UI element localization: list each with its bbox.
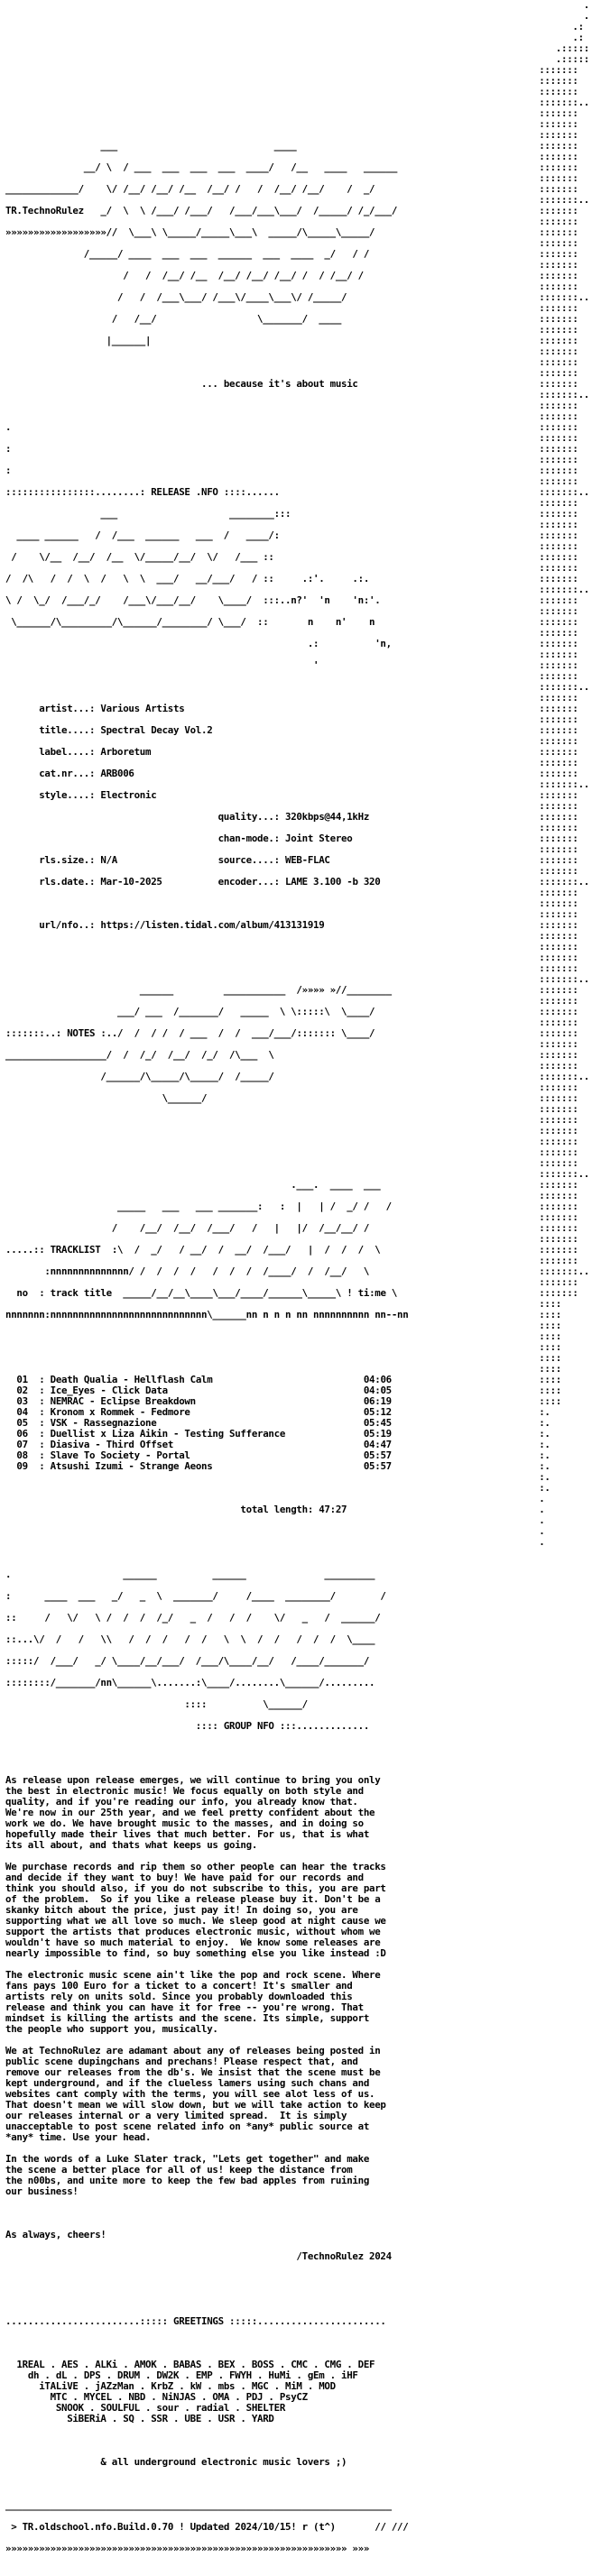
- blank: [5, 1851, 420, 1862]
- release-art: .: 'n,: [5, 638, 398, 649]
- col-no: no: [16, 1287, 28, 1299]
- blank: [5, 1136, 420, 1147]
- track-number: 07: [16, 1439, 28, 1450]
- tracklist-columns: no : track title _____/__/__\____\___/____/______\_____\ ! ti:me \: [16, 1287, 403, 1299]
- group-text-line: That doesn't mean we will slow down, but we will take action to keep: [5, 2099, 386, 2111]
- greetings-names: SiBERiA . SQ . SSR . UBE . USR . YARD: [67, 2413, 274, 2424]
- art-line: :: [5, 443, 398, 455]
- release-art: \ / \_/ /___/_/ /___\/___/__/ \____/ :::..n?' 'n 'n:'.: [5, 594, 398, 606]
- blank: [5, 2479, 420, 2489]
- group-text-line: mindset is killing the artists and the scene. Its simple, support: [5, 2012, 370, 2024]
- group-text-line: We purchase records and rip them so other people can hear the tracks: [5, 1861, 386, 1872]
- logo-art: ___ ____: [5, 140, 398, 152]
- art-line: [5, 54, 420, 65]
- track-row: 08 : Slave To Society - Portal 05:57: [16, 1449, 392, 1461]
- blank: [5, 1959, 420, 1970]
- release-date: Mar-10-2025: [100, 876, 162, 888]
- release-size-row: rls.size.: N/A source....: WEB-FLAC: [5, 854, 330, 866]
- track-title: Slave To Society - Portal: [50, 1449, 190, 1461]
- group-text-line: hopefully made their lives that much better. For us, that is what: [5, 1828, 370, 1840]
- group-text-line: We at TechnoRulez are adamant about any of releases being posted in: [5, 2045, 381, 2056]
- blank: [5, 898, 420, 909]
- track-list: [5, 1375, 420, 1472]
- release-chanmode-row: chan-mode.: Joint Stereo: [5, 833, 353, 844]
- track-number: 06: [16, 1428, 28, 1440]
- tracklist-art: / /__/ /__/ /___/ / | |/ /__/__/ /: [5, 1222, 386, 1234]
- release-encoder: LAME 3.100 -b 320: [285, 876, 381, 888]
- logo-art: |______|: [5, 335, 398, 346]
- total-length-row: [5, 1504, 420, 1515]
- logo-row-title: TR.TechnoRulez _/ \ \ /___/ /___/ /___/___\___/ /_____/ /_/___/: [5, 205, 398, 216]
- group-text-line: *any* time. Use your head.: [5, 2131, 152, 2143]
- group-art: ::::::::/_______/nn\______\.......:\____/........\______/.........: [5, 1677, 375, 1688]
- logo-art: __/ \ / ___ ___ ___ ___ ____/ /__ ____ ______: [5, 161, 398, 173]
- logo-art: _____________/ \/ /__/ /__/ /__ /__/ / / /__/ /__/ / _/: [5, 183, 386, 195]
- signature: /TechnoRulez 2024: [296, 2250, 392, 2262]
- tracklist-header: .....:: TRACKLIST :\ / _/ / __/ / __/ /___/ | / / / \: [5, 1244, 398, 1256]
- group-info-text: [5, 1775, 420, 2208]
- group-text-line: fans pays 100 Euro for a ticket to a concert! It's smaller and: [5, 1980, 353, 1992]
- track-title: Diasiva - Third Offset: [50, 1439, 174, 1450]
- release-header: ::::::::::::::::........: RELEASE .NFO ::::......: [5, 486, 291, 498]
- release-section-label: RELEASE .NFO: [151, 486, 218, 498]
- greetings-names: MTC . MYCEL . NBD . NiNJAS . OMA . PDJ . PsyCZ: [50, 2391, 308, 2403]
- release-art: \______/\_________/\______/________/ \___/ :: n n' n: [5, 616, 403, 628]
- greetings-names: dh . dL . DPS . DRUM . DW2K . EMP . FWYH . HuMi . gEm . iHF: [27, 2369, 358, 2381]
- blank: [5, 1526, 420, 1537]
- blank: [5, 2197, 420, 2208]
- signature-row: [5, 2251, 420, 2262]
- group-text-line: support the artists that produces electronic music, without whom we: [5, 1926, 381, 1937]
- group-text-line: supporting what we all love so much. We sleep good at night cause we: [5, 1915, 386, 1927]
- group-text-line: quality, and if you're reading our info, you already know that.: [5, 1796, 358, 1808]
- group-art: :::: \______/: [5, 1698, 364, 1710]
- release-label-row: label....: Arboretum: [5, 746, 152, 758]
- group-text-line: release and think you can have it for free -- you're wrong. That: [5, 2001, 364, 2013]
- release-label: Arboretum: [100, 746, 152, 758]
- footer-row: > TR.oldschool.nfo.Build.0.70 ! Updated 2024/10/15! r (t^) // ///: [5, 2521, 420, 2533]
- group-text-line: and decide if they want to buy! We have paid for our records and: [5, 1872, 364, 1883]
- logo-art: /_____/ ____ ___ ___ ______ ___ ____ _/ / /: [5, 248, 398, 260]
- greetings-closing: & all underground electronic music lovers ;): [100, 2456, 347, 2468]
- tracklist-art: nnnnnnn:nnnnnnnnnnnnnnnnnnnnnnnnnnnn\______nn n n n nn nnnnnnnnnn nn--nn: [5, 1309, 409, 1320]
- cheers: As always, cheers!: [5, 2229, 106, 2240]
- track-row: 04 : Kronom x Rommek - Fedmore 05:12: [16, 1406, 392, 1418]
- track-number: 05: [16, 1417, 28, 1429]
- group-text-line: the n00bs, and unite more to keep the few bad apples from ruining: [5, 2175, 370, 2186]
- group-tag: TR.TechnoRulez: [5, 205, 84, 216]
- group-text-line: public scene dupingchans and prechans! Please respect that, and: [5, 2056, 358, 2067]
- notes-art: /______/\_____/\_____/ /_____/: [5, 1071, 398, 1082]
- track-time: 05:12: [363, 1406, 392, 1418]
- track-number: 02: [16, 1385, 28, 1396]
- group-text-line: artists rely on units sold. Since you probably downloaded this: [5, 1991, 353, 2002]
- group-text-line: our releases internal or a very limited spread. It is simply: [5, 2110, 347, 2121]
- greetings-list: [5, 2360, 420, 2424]
- group-header: :::: GROUP NFO :::.............: [5, 1720, 370, 1732]
- blank: [5, 2143, 420, 2154]
- group-text-line: The electronic music scene ain't like the pop and rock scene. Where: [5, 1969, 381, 1981]
- release-url[interactable]: https://listen.tidal.com/album/413131919: [100, 919, 325, 931]
- track-number: 01: [16, 1374, 28, 1385]
- track-time: 05:45: [363, 1417, 392, 1429]
- group-text-line: We're now in our 25th year, and we feel pretty confident about the: [5, 1807, 375, 1818]
- blank: [5, 1331, 420, 1342]
- footer-updated: Updated 2024/10/15: [190, 2521, 291, 2533]
- group-text-line: websites cant comply with the terms, you will see alot less of us.: [5, 2088, 375, 2100]
- tracklist-section-label: TRACKLIST: [50, 1244, 101, 1256]
- group-text-line: kept underground, and if the clueless lamers using such chans and: [5, 2077, 370, 2089]
- group-text-line: As release upon release emerges, we will continue to bring you only: [5, 1774, 381, 1786]
- release-size: N/A: [100, 854, 118, 866]
- total-length: total length: 47:27: [240, 1504, 347, 1515]
- release-source: WEB-FLAC: [285, 854, 330, 866]
- release-title-row: title....: Spectral Decay Vol.2: [5, 724, 213, 736]
- track-row: 05 : VSK - Rassegnazione 05:45: [16, 1417, 392, 1429]
- tagline-row: [5, 379, 420, 390]
- footer-art: »»»»»»»»»»»»»»»»»»»»»»»»»»»»»»»»»»»»»»»»»»»»»»»»»»»»»»»»»»»»» »»»: [5, 2543, 375, 2554]
- group-art: ::...\/ / / \\ / / / / / \ \ / / / / / \____: [5, 1633, 386, 1645]
- group-text-line: the scene a better place for all of us! keep the distance from: [5, 2164, 353, 2176]
- group-text-line: the people who support you, musically.: [5, 2023, 218, 2035]
- nfo-document: [5, 0, 420, 2576]
- notes-art: \______/: [5, 1092, 398, 1104]
- track-time: 04:47: [363, 1439, 392, 1450]
- notes-art: ______ ___________ /»»»» »//________: [5, 984, 392, 996]
- cheers-row: [5, 2230, 420, 2240]
- tagline: ... because it's about music: [201, 378, 358, 390]
- group-text-line: work we do. We have brought music to the masses, and in doing so: [5, 1817, 364, 1829]
- group-text-line: the best in electronic music! We focus equally on both style and: [5, 1785, 364, 1797]
- col-title: track title: [50, 1287, 112, 1299]
- greetings-line: [5, 2414, 420, 2424]
- blank: [5, 1743, 420, 1753]
- track-number: 03: [16, 1395, 28, 1407]
- blank: [5, 2435, 420, 2446]
- logo-art: / / /__/ /__ /__/ /__/ /__/ / / /__/ /: [5, 270, 398, 281]
- track-row: 07 : Diasiva - Third Offset 04:47: [16, 1439, 392, 1450]
- track-time: 04:06: [363, 1374, 392, 1385]
- release-date-row: rls.date.: Mar-10-2025 encoder...: LAME 3.100 -b 320: [5, 876, 381, 888]
- logo-art: [5, 357, 420, 368]
- logo-art: / / /___\___/ /___\/____\___\/ /_____/: [5, 291, 398, 303]
- release-art: / \/__ /__/ /__ \/_____/__/ \/ /___ ::: [5, 551, 403, 563]
- track-row: 09 : Atsushi Izumi - Strange Aeons 05:57: [16, 1460, 392, 1472]
- track-title: Ice_Eyes - Click Data: [50, 1385, 168, 1396]
- track-title: Death Qualia - Hellflash Calm: [50, 1374, 213, 1385]
- art-line: [5, 119, 420, 130]
- group-text-line: its all about, and thats what keeps us going.: [5, 1839, 258, 1851]
- art-line: [5, 76, 420, 87]
- track-number: 04: [16, 1406, 28, 1418]
- group-text-line: unacceptable to post scene related info on *any* public source at: [5, 2121, 370, 2132]
- blank: [5, 2273, 420, 2284]
- tracklist-art: _____ ___ ___ _______: : | | / _/ / /: [5, 1201, 392, 1212]
- blank: [5, 1115, 420, 1126]
- release-artist: Various Artists: [100, 703, 185, 714]
- release-style: Electronic: [100, 789, 157, 801]
- tracklist-art: .___. ____ ___: [5, 1179, 398, 1191]
- track-time: 05:57: [363, 1460, 392, 1472]
- greetings-header: ........................::::: GREETINGS :::::.......................: [5, 2315, 386, 2327]
- footer-build: TR.oldschool.nfo.Build.0.70: [22, 2521, 174, 2533]
- release-artist-row: artist...: Various Artists: [5, 703, 185, 714]
- art-line: [5, 97, 420, 108]
- group-text-line: our business!: [5, 2185, 79, 2197]
- release-url-row: url/nfo..: https://listen.tidal.com/album/413131919: [5, 919, 325, 931]
- col-time: ti:me: [357, 1287, 386, 1299]
- track-row: 01 : Death Qualia - Hellflash Calm 04:06: [16, 1374, 392, 1385]
- greetings-names: iTALiVE . jAZzMan . KrbZ . kW . mbs . MGC . MiM . MOD: [39, 2380, 336, 2392]
- logo-art: / /__/ \_______/ ____: [5, 313, 398, 325]
- release-title: Spectral Decay Vol.2: [100, 724, 213, 736]
- group-text-line: think you should also, if you do not subscribe to this, you are part: [5, 1882, 386, 1894]
- release-art: / /\ / / \ / \ \ ___/ __/___/ / :: .:'. .:.: [5, 573, 403, 584]
- group-art: :: / \/ \ / / / /_/ _ / / / \/ _ / ______/: [5, 1612, 386, 1624]
- group-text-line: of the problem. So if you like a release please buy it. Don't be a: [5, 1893, 381, 1905]
- art-line: [5, 400, 420, 411]
- blank: [5, 942, 420, 952]
- track-title: Atsushi Izumi - Strange Aeons: [50, 1460, 213, 1472]
- release-art: ': [5, 659, 398, 671]
- group-text-line: In the words of a Luke Slater track, "Lets get together" and make: [5, 2153, 370, 2165]
- notes-header: :::::::..: NOTES :../ / / / / ___ / / ___/___/::::::: \____/: [5, 1027, 386, 1039]
- group-text-line: skanky bitch about the price, just pay it! In doing so, you are: [5, 1904, 358, 1916]
- release-chan-mode: Joint Stereo: [285, 833, 353, 844]
- track-title: Duellist x Liza Aikin - Testing Sufferance: [50, 1428, 286, 1440]
- notes-section-label: NOTES: [67, 1027, 96, 1039]
- group-section-label: GROUP NFO: [223, 1720, 274, 1732]
- release-catnr: ARB006: [100, 768, 134, 779]
- notes-art: __________________/ / /_/ /__/ /_/ /\___ \: [5, 1049, 398, 1061]
- track-title: Kronom x Rommek - Fedmore: [50, 1406, 190, 1418]
- group-text-line: remove our releases from the db's. We insist that the scene must be: [5, 2066, 381, 2078]
- group-text-line: wouldn't have so much material to enjoy. We know some releases are: [5, 1937, 381, 1948]
- logo-art: »»»»»»»»»»»»»»»»»»// \___\ \_____/_____\___\ _____/\_____\_____/: [5, 226, 398, 238]
- release-quality: 320kbps@44,1kHz: [285, 811, 370, 823]
- release-quality-row: quality...: 320kbps@44,1kHz: [5, 811, 370, 823]
- release-style-row: style....: Electronic: [5, 789, 157, 801]
- tracklist-art: :nnnnnnnnnnnnnn/ / / / / / / / /____/ / /__/ \: [5, 1265, 381, 1277]
- group-art: . ______ ______ _________: [5, 1569, 375, 1580]
- release-catnr-row: cat.nr...: ARB006: [5, 768, 134, 779]
- track-title: NEMRAC - Eclipse Breakdown: [50, 1395, 196, 1407]
- track-title: VSK - Rassegnazione: [50, 1417, 157, 1429]
- greetings-names: 1REAL . AES . ALKi . AMOK . BABAS . BEX . BOSS . CMC . CMG . DEF: [16, 2359, 375, 2370]
- greetings-section-label: GREETINGS: [173, 2315, 224, 2327]
- notes-art: ___/ ___ /_______/ _____ \ \:::::\ \____/: [5, 1006, 392, 1017]
- track-number: 08: [16, 1449, 28, 1461]
- group-art: :::::/ /___/ _/ \____/__/___/ /___/\____/__/ /____/_______/: [5, 1655, 381, 1667]
- blank: [5, 2295, 420, 2305]
- track-row: 06 : Duellist x Liza Aikin - Testing Sufferance 05:19: [16, 1428, 392, 1440]
- track-row: 03 : NEMRAC - Eclipse Breakdown 06:19: [16, 1395, 392, 1407]
- track-time: 05:57: [363, 1449, 392, 1461]
- group-text-line: nearly impossible to find, so buy something else you like instead :D: [5, 1947, 386, 1959]
- blank: [5, 2035, 420, 2046]
- track-time: 06:19: [363, 1395, 392, 1407]
- greetings-closing-row: [5, 2457, 420, 2468]
- art-line: .: [5, 421, 398, 433]
- release-art: ____ ______ / /___ ______ ___ / ____/:: [5, 529, 403, 541]
- track-time: 05:19: [363, 1428, 392, 1440]
- art-line: :: [5, 465, 398, 476]
- track-time: 04:05: [363, 1385, 392, 1396]
- greetings-names: SNOOK . SOULFUL . sour . radial . SHELTER: [55, 2402, 286, 2414]
- blank: [5, 2338, 420, 2349]
- track-number: 09: [16, 1460, 28, 1472]
- group-art: : ____ ___ _/ _ \ _______/ /____ ________/ /: [5, 1590, 386, 1602]
- right-border-art: . . .: .: .::::: .::::: ::::::: ::::::: ::::::: :::::::.. ::::::: ::::::: ::::::: ::::::: ::::::: ::::::: ::::::: ::::::: :::::::.. ::::::: ::::::: ::::::: ::::::: ::::::: ::::::: ::::::: ::::::: :::::::.. ::::::: ::::::: ::::::: ::::::: ::::::: ::::::: ::::::: ::::::: :::::::.. ::::::: ::::::: ::::::: ::::::: ::::::: ::::::: ::::::: ::::::: :::::::.. ::::::: ::::::: ::::::: ::::::: ::::::: ::::::: ::::::: ::::::: :::::::.. ::::::: ::::::: ::::::: ::::::: ::::::: ::::::: ::::::: ::::::: :::::::.. ::::::: ::::::: ::::::: ::::::: ::::::: ::::::: ::::::: ::::::: :::::::.. ::::::: ::::::: ::::::: ::::::: ::::::: ::::::: ::::::: ::::::: :::::::.. ::::::: ::::::: ::::::: ::::::: ::::::: ::::::: ::::::: ::::::: :::::::.. ::::::: ::::::: ::::::: ::::::: ::::::: ::::::: ::::::: ::::::: :::::::.. ::::::: ::::::: ::::::: ::::::: ::::::: ::::::: ::::::: ::::::: :::::::.. ::::::: ::::::: ::::::: ::::::: ::::::: ::::::: ::::::: ::::::: :::::::.. ::::::: ::::::: :::: :::: :::: :::: :::: :::: :::: :::: :::: :::: :. :. :. :. :. :. :. :. . . . . .: [539, 0, 590, 1548]
- blank: [5, 1483, 420, 1494]
- track-row: 02 : Ice_Eyes - Click Data 04:05: [16, 1385, 392, 1396]
- footer-rule: _____________________________________________________________________: [5, 2499, 392, 2511]
- release-art: ___ ________:::: [5, 508, 403, 520]
- art-line: [5, 32, 420, 43]
